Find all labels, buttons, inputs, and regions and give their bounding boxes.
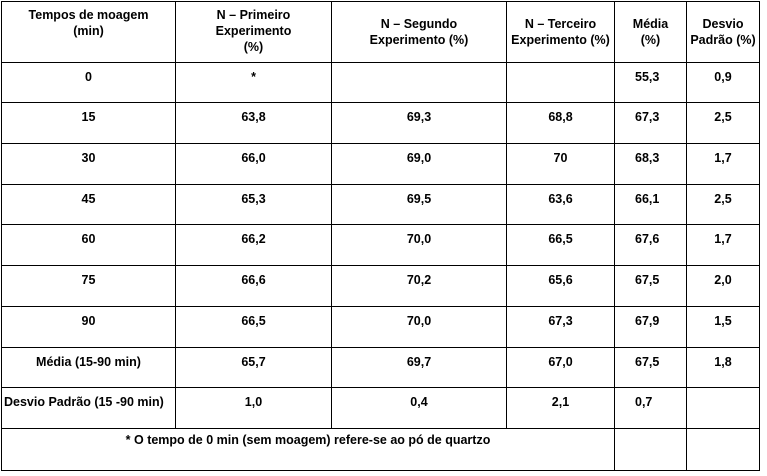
exp2-cell <box>332 63 507 103</box>
exp2-cell: 70,2 <box>332 266 507 307</box>
std-cell: 1,7 <box>687 225 760 266</box>
exp3-cell: 67,3 <box>507 307 615 348</box>
std-cell: 1,7 <box>687 144 760 185</box>
mean-cell: 68,3 <box>615 144 687 185</box>
time-cell: 45 <box>2 185 176 225</box>
mean-cell: 67,3 <box>615 103 687 144</box>
exp1-cell: 66,2 <box>176 225 332 266</box>
time-cell: 30 <box>2 144 176 185</box>
exp2-cell: 70,0 <box>332 307 507 348</box>
exp2-cell: 69,0 <box>332 144 507 185</box>
time-cell: 15 <box>2 103 176 144</box>
std-cell: 2,5 <box>687 103 760 144</box>
exp2-cell: 69,7 <box>332 348 507 388</box>
exp3-cell: 66,5 <box>507 225 615 266</box>
exp1-cell: * <box>176 63 332 103</box>
results-table <box>1 1 760 471</box>
exp1-cell: 65,3 <box>176 185 332 225</box>
std-cell: 2,5 <box>687 185 760 225</box>
exp1-cell: 66,0 <box>176 144 332 185</box>
header-cell-time: Tempos de moagem (min) <box>2 2 176 63</box>
header-cell-mean: Média (%) <box>615 2 687 63</box>
exp2-cell: 69,3 <box>332 103 507 144</box>
exp3-cell: 65,6 <box>507 266 615 307</box>
mean-cell: 67,5 <box>615 266 687 307</box>
exp1-cell: 63,8 <box>176 103 332 144</box>
mean-cell: 0,7 <box>615 388 687 429</box>
exp1-cell: 66,6 <box>176 266 332 307</box>
exp3-cell <box>507 63 615 103</box>
header-cell-exp1: N – Primeiro Experimento (%) <box>176 2 332 63</box>
exp2-cell: 70,0 <box>332 225 507 266</box>
time-cell: 0 <box>2 63 176 103</box>
table-row <box>2 185 760 225</box>
std-cell: 1,5 <box>687 307 760 348</box>
mean-cell: 66,1 <box>615 185 687 225</box>
time-cell: 60 <box>2 225 176 266</box>
time-cell: 90 <box>2 307 176 348</box>
exp1-cell: 1,0 <box>176 388 332 429</box>
time-cell: Média (15-90 min) <box>2 348 176 388</box>
mean-cell: 67,5 <box>615 348 687 388</box>
time-cell: 75 <box>2 266 176 307</box>
footnote: * O tempo de 0 min (sem moagem) refere-se ao pó de quartzo <box>2 429 615 471</box>
exp3-cell: 67,0 <box>507 348 615 388</box>
mean-cell: 67,6 <box>615 225 687 266</box>
time-cell: Desvio Padrão (15 -90 min) <box>2 388 176 429</box>
std-cell: 1,8 <box>687 348 760 388</box>
exp3-cell: 63,6 <box>507 185 615 225</box>
header-cell-std: Desvio Padrão (%) <box>687 2 760 63</box>
header-cell-exp3: N – Terceiro Experimento (%) <box>507 2 615 63</box>
table-row <box>2 307 760 348</box>
std-cell: 0,9 <box>687 63 760 103</box>
std-cell <box>687 388 760 429</box>
std-cell: 2,0 <box>687 266 760 307</box>
table-row <box>2 266 760 307</box>
exp2-cell: 0,4 <box>332 388 507 429</box>
table-row <box>2 63 760 103</box>
footnote-empty-cell <box>687 429 760 471</box>
header-cell-exp2: N – Segundo Experimento (%) <box>332 2 507 63</box>
exp3-cell: 68,8 <box>507 103 615 144</box>
exp1-cell: 66,5 <box>176 307 332 348</box>
table-row <box>2 225 760 266</box>
mean-cell: 67,9 <box>615 307 687 348</box>
exp1-cell: 65,7 <box>176 348 332 388</box>
table-row <box>2 103 760 144</box>
footnote-empty-cell <box>615 429 687 471</box>
exp3-cell: 2,1 <box>507 388 615 429</box>
footnote-row <box>2 429 760 471</box>
exp2-cell: 69,5 <box>332 185 507 225</box>
table-row <box>2 144 760 185</box>
table-row-mean <box>2 348 760 388</box>
header-row <box>2 2 760 63</box>
mean-cell: 55,3 <box>615 63 687 103</box>
exp3-cell: 70 <box>507 144 615 185</box>
table-row-std <box>2 388 760 429</box>
